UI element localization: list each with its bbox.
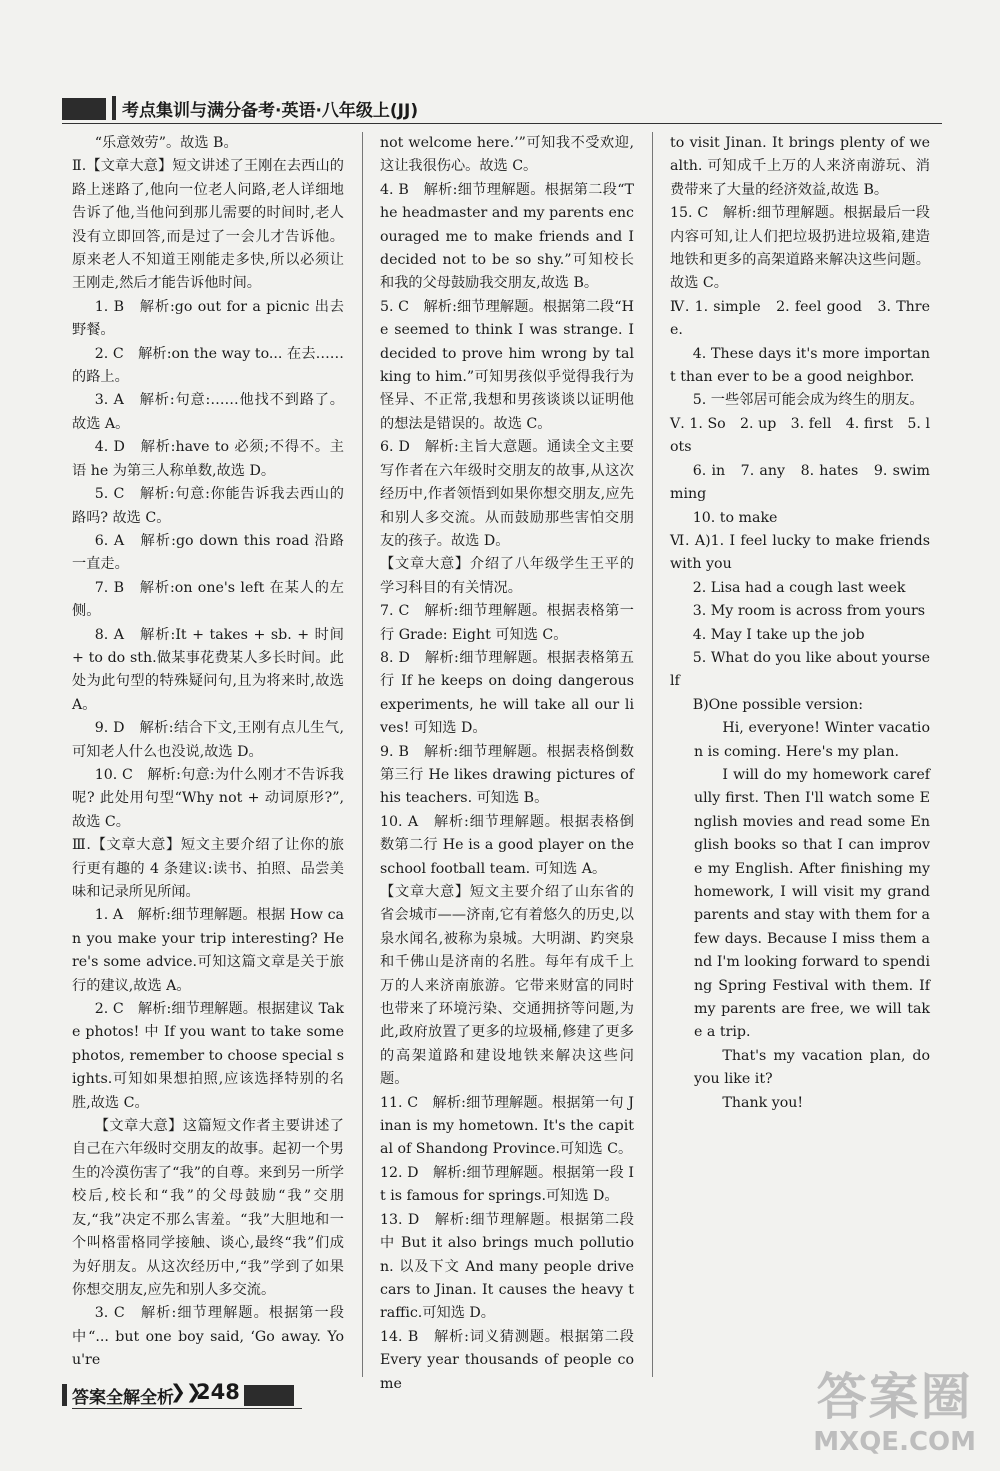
answer-item: 14. B 解析:词义猜测题。根据第二段 Every year thousands of people come [380,1328,634,1392]
answer-item: 1. A 解析:细节理解题。根据 How can you make your trip interesting? Here's some advice.可知这篇文章是关于旅行的建议,故选 A。 [72,907,344,994]
column-divider [652,132,653,1377]
page-header [62,93,942,123]
text-line: “乐意效劳”。故选 B。 [94,135,238,151]
answer-item: 10. C 解析:句意:为什么刚才不告诉我呢? 此处用句型“Why not + 动词原形?”,故选 C。 [72,766,344,830]
answer-item: 8. A 解析:It + takes + sb. + 时间 + to do sth.做某事花费某人多长时间。此处为此句型的特殊疑问句,且为将来时,故选 A。 [72,626,344,713]
answer-item: 4. D 解析:have to 必须;不得不。主语 he 为第三人称单数,故选 D。 [72,439,344,479]
text-line: not welcome here.’”可知我不受欢迎,这让我很伤心。故选 C。 [380,135,634,175]
footer-bar [62,1384,67,1406]
answer-item: 5. 一些邻居可能会成为终生的朋友。 [692,392,924,409]
watermark-url: MXQE.COM [813,1427,976,1457]
answer-item: 5. C 解析:细节理解题。根据第二段“He seemed to think I was strange. I decided to prove him wrong by talking to him.”可知男孩似乎觉得我行为怪异、不正常,我想和男孩谈谈以证明他的想法是错误的。故选 C。 [380,298,634,432]
answer-item: 6. in 7. any 8. hates 9. swimming [670,462,930,503]
answer-item: 4. May I take up the job [692,626,865,643]
answer-item: 2. C 解析:细节理解题。根据建议 Take photos! 中 If you want to take some photos, remember to choose special sights.可知如果想拍照,应该选择特别的名胜,故选 C。 [72,1001,344,1111]
column-middle [380,132,634,1396]
page-number: 248 [196,1380,240,1404]
watermark-text: 答案圈 [816,1368,973,1426]
essay-paragraph: That's my vacation plan, do you like it? [694,1047,930,1088]
essay-paragraph: I will do my homework carefully first. Then I'll watch some English movies and read some English books so that I can improve my English. After finishing my homework, I will visit my grandparents and stay with them for a few days. Because I miss them and I'm looking forward to spending Spring Festival with them. If my parents are free, we will take a trip. [694,766,930,1041]
section-summary: Ⅲ.【文章大意】短文主要介绍了让你的旅行更有趣的 4 条建议:读书、拍照、品尝美味和记录所见所闻。 [72,837,344,900]
page-footer [62,1380,392,1410]
header-rule [62,123,942,124]
answer-item: 13. D 解析:细节理解题。根据第二段中 But it also brings much pollution. 以及下文 And many people drive cars to Jinan. It causes the heavy traffic.可知选 D。 [380,1211,634,1322]
answer-item: 2. Lisa had a cough last week [692,579,906,596]
section-answers: Ⅴ. 1. So 2. up 3. fell 4. first 5. lots [670,415,930,456]
header-bar [112,96,116,120]
answer-item: 8. D 解析:细节理解题。根据表格第五行 If he keeps on doing dangerous experiments, he will take all our lives! 可知选 D。 [380,649,634,737]
column-right [670,132,930,1115]
header-block [62,98,106,120]
essay-heading: B)One possible version: [692,696,864,713]
answer-item: 7. B 解析:on one's left 在某人的左侧。 [72,579,344,620]
footer-block [244,1385,294,1406]
answer-item: 15. C 解析:细节理解题。根据最后一段内容可知,让人们把垃圾扔进垃圾箱,建造地铁和更多的高架道路来解决这些问题。故选 C。 [670,205,930,292]
text-line: to visit Jinan. It brings plenty of wealth. 可知成千上万的人来济南游玩、消费带来了大量的经济效益,故选 B。 [670,135,930,198]
essay-paragraph: Thank you! [722,1094,804,1111]
answer-item: 7. C 解析:细节理解题。根据表格第一行 Grade: Eight 可知选 C。 [380,603,634,643]
answer-item: 3. My room is across from yours [692,603,926,620]
answer-item: 5. What do you like about yourself [670,649,930,690]
answer-item: 5. C 解析:句意:你能告诉我去西山的路吗? 故选 C。 [72,486,344,526]
answer-item: 2. C 解析:on the way to... 在去……的路上。 [72,345,344,386]
column-divider [362,132,363,1377]
footer-label: 答案全解全析 [72,1388,174,1408]
watermark [813,1367,976,1457]
answer-item: 10. A 解析:细节理解题。根据表格倒数第二行 He is a good player on the school football team. 可知选 A。 [380,813,634,877]
essay-paragraph: Hi, everyone! Winter vacation is coming. Here's my plan. [694,720,930,760]
answer-item: 6. A 解析:go down this road 沿路一直走。 [72,532,344,573]
column-left [72,132,344,1373]
answer-item: 3. C 解析:细节理解题。根据第一段中“... but one boy said, ‘Go away. You're [72,1305,344,1369]
passage-summary: 【文章大意】短文主要介绍了山东省的省会城市——济南,它有着悠久的历史,以泉水闻名,被称为泉城。大明湖、趵突泉和千佛山是济南的名胜。每年有成千上万的人来济南旅游。它带来财富的同时也带来了环境污染、交通拥挤等问题,为此,政府放置了更多的垃圾桶,修建了更多的高架道路和建设地铁来解决这些问题。 [380,884,634,1088]
answer-item: 9. D 解析:结合下文,王刚有点儿生气,可知老人什么也没说,故选 D。 [72,720,344,760]
passage-summary: 【文章大意】这篇短文作者主要讲述了自己在六年级时交朋友的故事。起初一个男生的冷漠伤害了“我”的自尊。来到另一所学校后,校长和“我”的父母鼓励“我”交朋友,“我”决定不那么害羞。“我”大胆地和一个叫格雷格同学接触、谈心,最终“我”们成为好朋友。从这次经历中,“我”学到了如果你想交朋友,应先和别人多交流。 [72,1118,344,1298]
footer-rule [72,1408,302,1409]
answer-item: 3. A 解析:句意:……他找不到路了。故选 A。 [72,392,344,432]
section-summary: Ⅱ.【文章大意】短文讲述了王刚在去西山的路上迷路了,他向一位老人问路,老人详细地告诉了他,当他问到那儿需要的时间时,老人没有立即回答,而是过了一会儿才告诉他。原来老人不知道王刚能走多快,所以必须让王刚走,然后才能告诉他时间。 [72,158,344,292]
passage-summary: 【文章大意】介绍了八年级学生王平的学习科目的有关情况。 [380,556,634,596]
answer-item: 4. B 解析:细节理解题。根据第二段“The headmaster and my parents encouraged me to make friends and I decided not to be so shy.”可知校长和我的父母鼓励我交朋友,故选 B。 [380,181,634,292]
answer-item: 10. to make [692,509,778,526]
answer-item: 6. D 解析:主旨大意题。通读全文主要写作者在六年级时交朋友的故事,从这次经历中,作者领悟到如果你想交朋友,应先和别人多交流。从而鼓励那些害怕交朋友的孩子。故选 D。 [380,439,634,549]
answer-item: 4. These days it's more important than ever to be a good neighbor. [670,345,930,386]
answer-item: 11. C 解析:细节理解题。根据第一句 Jinan is my hometown. It's the capital of Shandong Province.可知选 C。 [380,1094,634,1158]
sample-essay [670,717,930,1115]
header-title: 考点集训与满分备考·英语·八年级上(JJ) [122,101,419,121]
section-answers: Ⅵ. A)1. I feel lucky to make friends with you [670,532,930,573]
answer-item: 9. B 解析:细节理解题。根据表格倒数第三行 He likes drawing pictures of his teachers. 可知选 B。 [380,743,634,807]
answer-item: 1. B 解析:go out for a picnic 出去野餐。 [72,298,344,339]
section-answers: Ⅳ. 1. simple 2. feel good 3. Three. [670,298,930,339]
double-chevron-icon: ❯❯ [170,1381,202,1403]
answer-item: 12. D 解析:细节理解题。根据第一段 It is famous for springs.可知选 D。 [380,1164,634,1205]
